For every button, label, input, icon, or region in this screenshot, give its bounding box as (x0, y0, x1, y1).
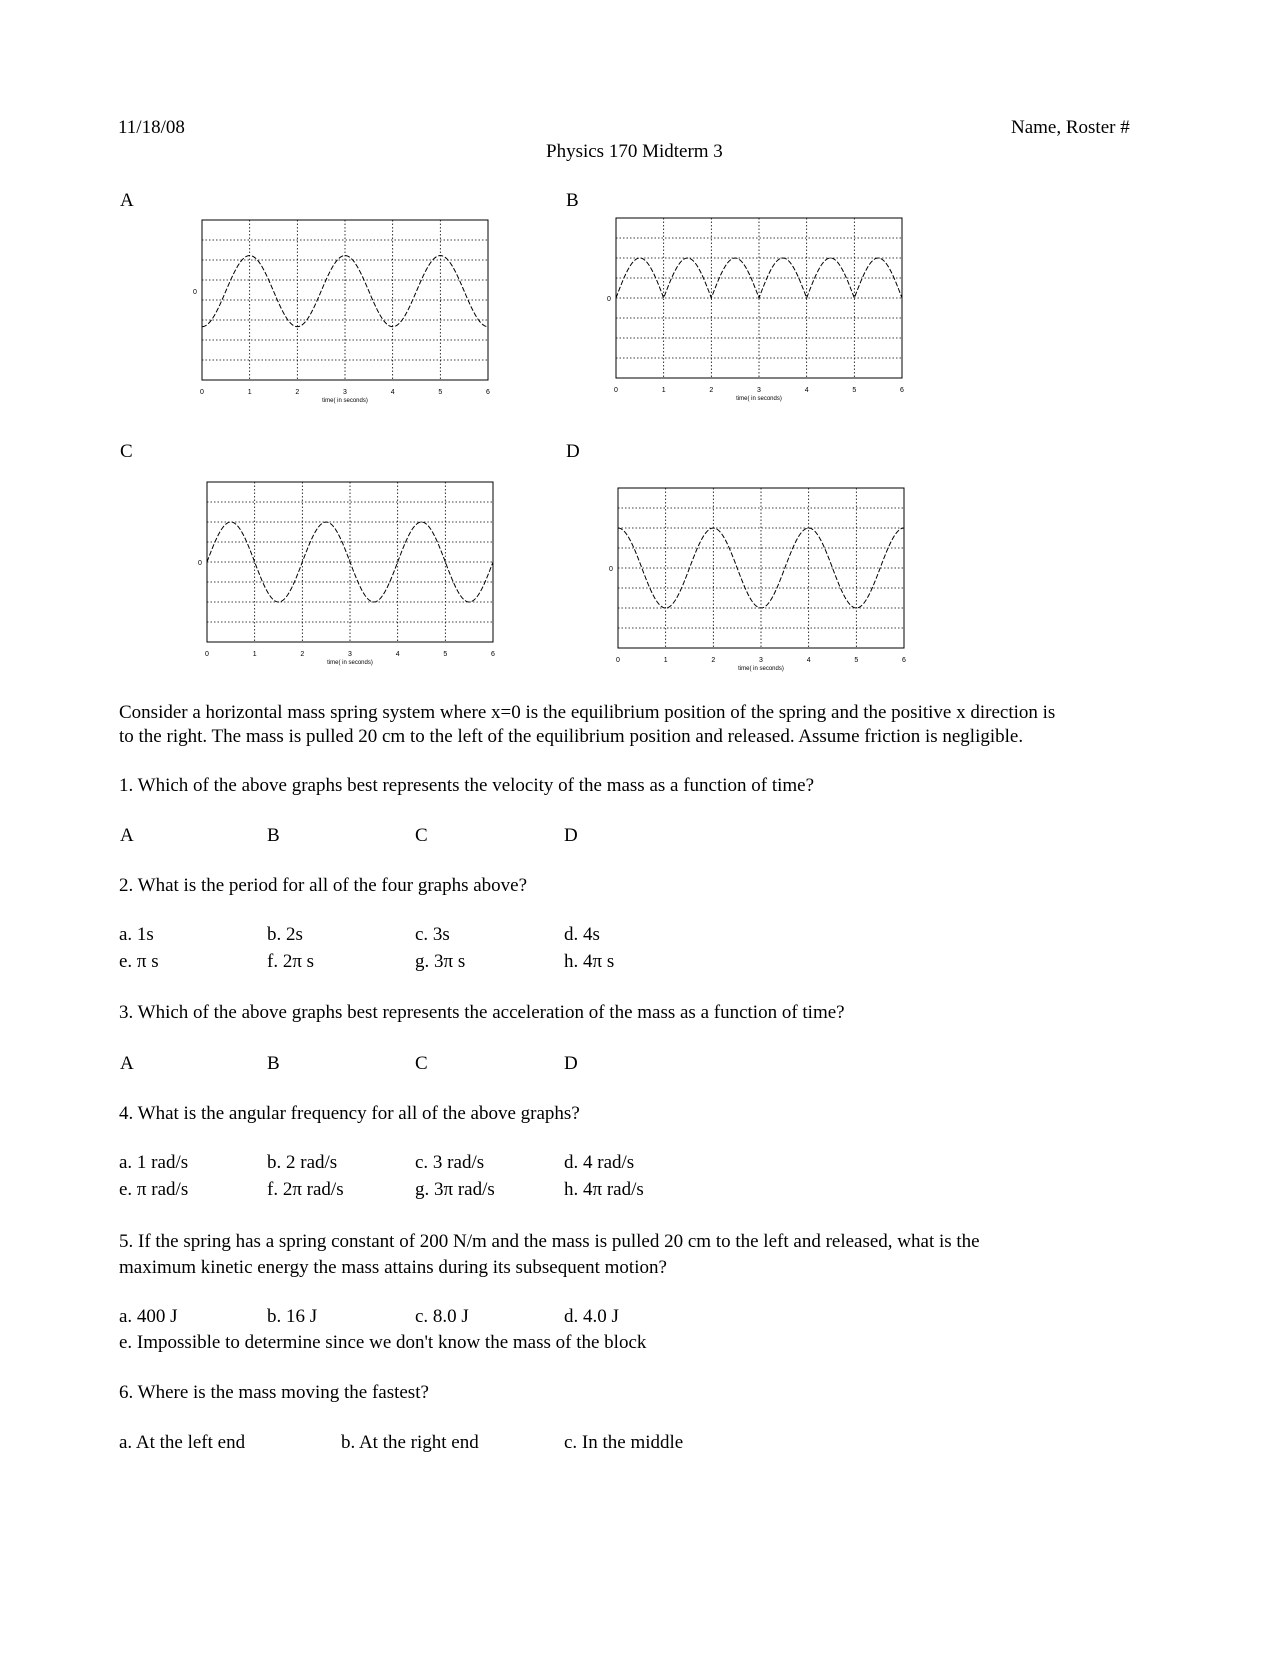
q2-option-e[interactable]: e. π s (119, 951, 159, 972)
x-tick-label: 1 (252, 651, 257, 658)
graph-label-a: A (120, 190, 134, 211)
graph-label-d: D (566, 441, 580, 462)
x-tick-label: 1 (247, 389, 252, 396)
x-tick-label: 4 (804, 387, 809, 394)
q4-option-g[interactable]: g. 3π rad/s (415, 1179, 495, 1200)
q4-option-a[interactable]: a. 1 rad/s (119, 1152, 189, 1173)
x-axis-label: time( in seconds) (327, 660, 373, 666)
x-tick-label: 0 (200, 389, 204, 396)
x-tick-label: 2 (295, 389, 300, 396)
y-zero-label: 0 (193, 289, 197, 297)
question-4: 4. What is the angular frequency for all of the above graphs? (119, 1103, 580, 1124)
graph-b-svg (604, 212, 924, 412)
x-tick-label: 2 (300, 651, 305, 658)
q5-option-e[interactable]: e. Impossible to determine since we don't know the mass of the block (119, 1332, 647, 1353)
name-roster: Name, Roster # (1011, 117, 1130, 138)
x-tick-label: 3 (757, 387, 761, 394)
x-tick-label: 3 (343, 389, 347, 396)
q1-option-c[interactable]: C (415, 825, 428, 846)
graph-c-svg (195, 476, 515, 676)
q2-option-f[interactable]: f. 2π s (267, 951, 315, 972)
question-5-line-1: 5. If the spring has a spring constant of 200 N/m and the mass is pulled 20 cm to the left and released, what is the (119, 1231, 980, 1252)
q4-option-e[interactable]: e. π rad/s (119, 1179, 189, 1200)
q3-option-d[interactable]: D (564, 1053, 578, 1074)
question-1: 1. Which of the above graphs best represents the velocity of the mass as a function of time? (119, 775, 815, 796)
x-tick-label: 3 (759, 657, 763, 664)
page-title: Physics 170 Midterm 3 (546, 141, 723, 162)
q5-option-d[interactable]: d. 4.0 J (564, 1306, 619, 1327)
q2-option-c[interactable]: c. 3s (415, 924, 450, 945)
x-tick-label: 5 (438, 389, 443, 396)
y-zero-label: 0 (607, 296, 611, 303)
q3-option-a[interactable]: A (120, 1053, 134, 1074)
x-tick-label: 5 (852, 387, 857, 394)
q1-option-d[interactable]: D (564, 825, 578, 846)
q2-option-a[interactable]: a. 1s (119, 924, 154, 945)
q2-option-b[interactable]: b. 2s (267, 924, 303, 945)
x-tick-label: 2 (709, 387, 714, 394)
date: 11/18/08 (118, 117, 185, 138)
graph-d-svg (606, 482, 926, 682)
q4-option-h[interactable]: h. 4π rad/s (564, 1179, 644, 1200)
q2-option-h[interactable]: h. 4π s (564, 951, 615, 972)
graph-d (606, 482, 926, 687)
q1-option-a[interactable]: A (120, 825, 134, 846)
x-axis-label: time( in seconds) (738, 666, 784, 672)
graph-b (604, 212, 924, 417)
x-tick-label: 1 (661, 387, 666, 394)
x-tick-label: 6 (902, 657, 906, 664)
question-6: 6. Where is the mass moving the fastest? (119, 1382, 429, 1403)
x-tick-label: 6 (491, 651, 495, 658)
x-tick-label: 6 (486, 389, 490, 396)
question-5-line-2: maximum kinetic energy the mass attains during its subsequent motion? (119, 1257, 667, 1278)
x-tick-label: 5 (443, 651, 448, 658)
q4-option-d[interactable]: d. 4 rad/s (564, 1152, 635, 1173)
q2-option-d[interactable]: d. 4s (564, 924, 600, 945)
graph-label-c: C (120, 441, 133, 462)
y-zero-label: 0 (609, 566, 613, 573)
x-tick-label: 1 (663, 657, 668, 664)
q5-option-c[interactable]: c. 8.0 J (415, 1306, 469, 1327)
graph-a-svg (190, 214, 510, 414)
q3-option-c[interactable]: C (415, 1053, 428, 1074)
x-tick-label: 4 (806, 657, 811, 664)
x-tick-label: 3 (348, 651, 352, 658)
q2-option-g[interactable]: g. 3π s (415, 951, 466, 972)
x-tick-label: 0 (614, 387, 618, 394)
q4-option-b[interactable]: b. 2 rad/s (267, 1152, 338, 1173)
intro-line-2: to the right. The mass is pulled 20 cm to the left of the equilibrium position and released. Assume friction is negligible. (119, 726, 1024, 747)
x-tick-label: 6 (900, 387, 904, 394)
question-2: 2. What is the period for all of the four graphs above? (119, 875, 528, 896)
q6-option-c[interactable]: c. In the middle (564, 1432, 684, 1453)
q6-option-b[interactable]: b. At the right end (341, 1432, 479, 1453)
q6-option-a[interactable]: a. At the left end (119, 1432, 246, 1453)
graph-a (190, 214, 510, 419)
x-tick-label: 5 (854, 657, 859, 664)
question-3: 3. Which of the above graphs best represents the acceleration of the mass as a function of time? (119, 1002, 845, 1023)
x-tick-label: 4 (395, 651, 400, 658)
q3-option-b[interactable]: B (267, 1053, 280, 1074)
graph-label-b: B (566, 190, 579, 211)
x-tick-label: 2 (711, 657, 716, 664)
q5-option-b[interactable]: b. 16 J (267, 1306, 318, 1327)
x-tick-label: 0 (616, 657, 620, 664)
q4-option-f[interactable]: f. 2π rad/s (267, 1179, 344, 1200)
graph-c (195, 476, 515, 681)
intro-line-1: Consider a horizontal mass spring system where x=0 is the equilibrium position of the spring and the positive x direction is (119, 702, 1056, 723)
q1-option-b[interactable]: B (267, 825, 280, 846)
x-axis-label: time( in seconds) (322, 398, 368, 404)
q5-option-a[interactable]: a. 400 J (119, 1306, 178, 1327)
x-tick-label: 4 (390, 389, 395, 396)
x-axis-label: time( in seconds) (736, 396, 782, 402)
x-tick-label: 0 (205, 651, 209, 658)
q4-option-c[interactable]: c. 3 rad/s (415, 1152, 485, 1173)
y-zero-label: 0 (198, 560, 202, 567)
